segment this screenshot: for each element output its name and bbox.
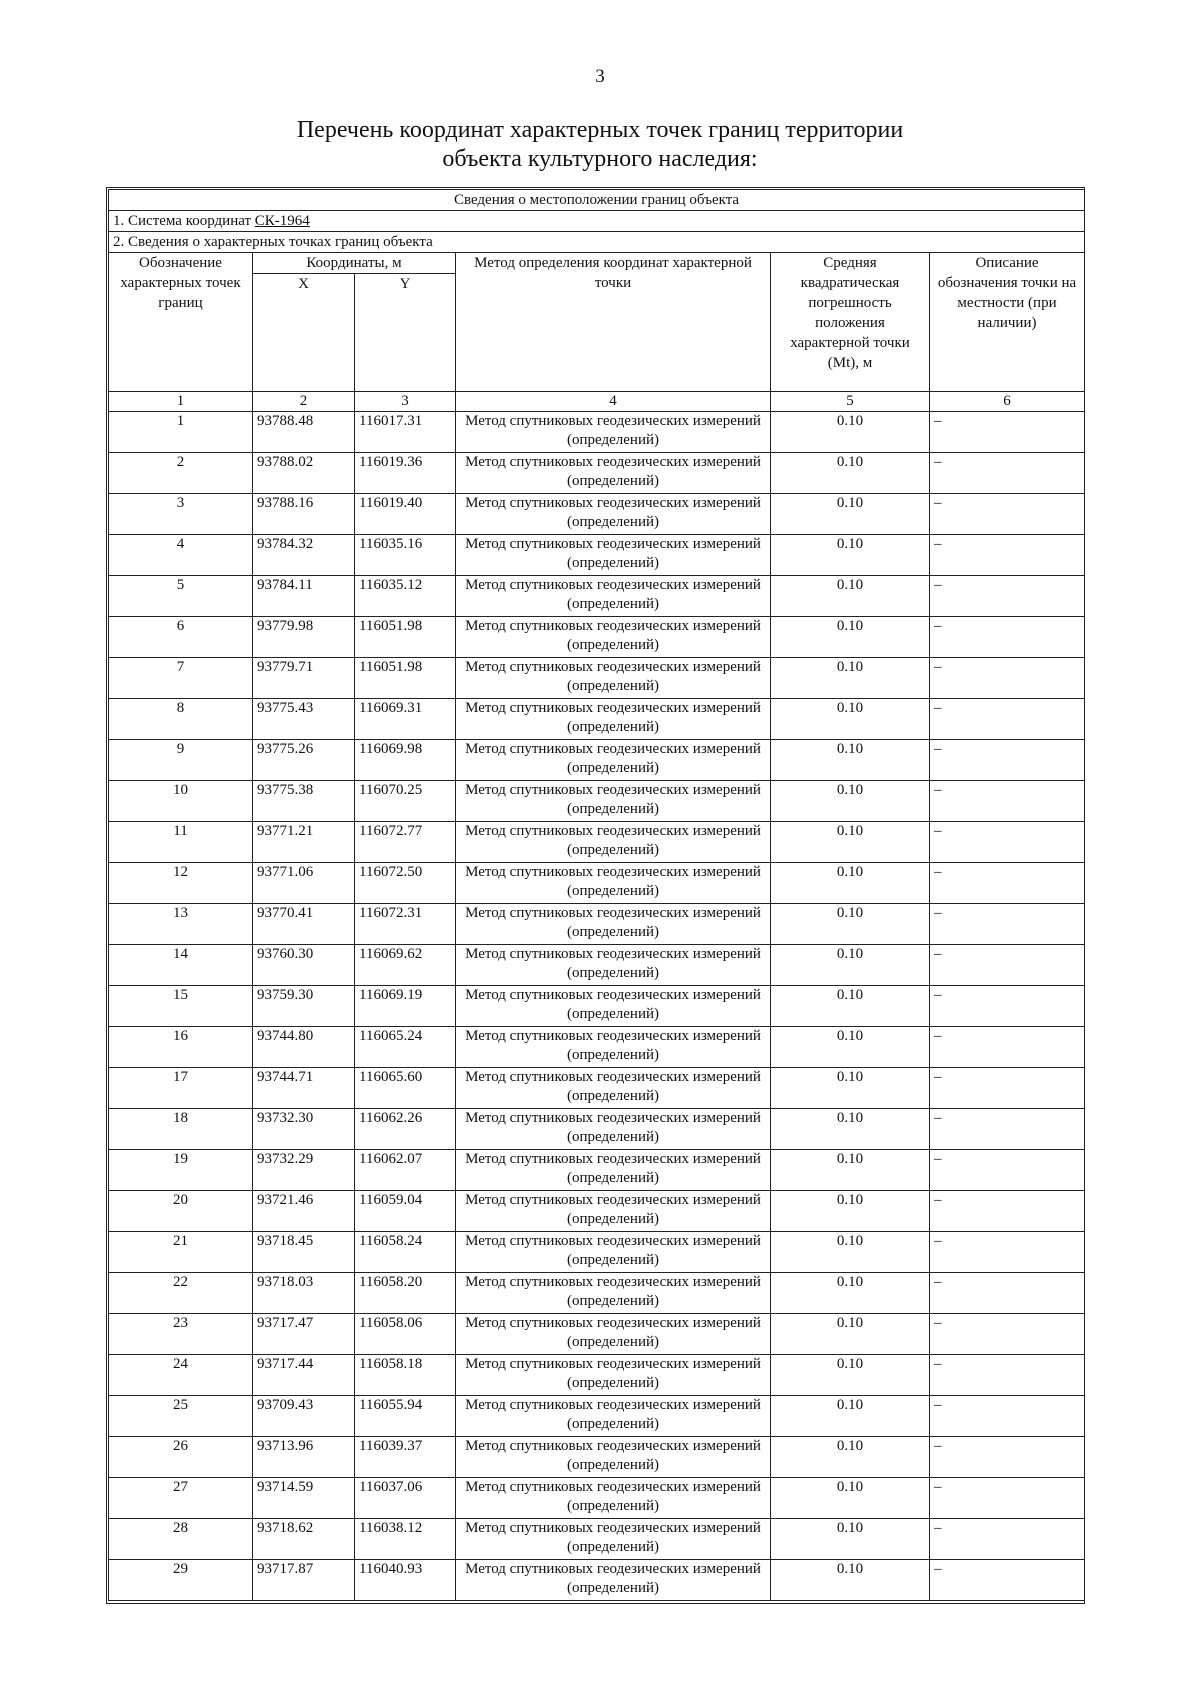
error-value: 0.10 [771,904,930,945]
table-row [109,822,1085,863]
description-value: – [930,576,1085,617]
description-value: – [930,658,1085,699]
coord-y: 116035.16 [355,535,456,576]
col-header-point: Обозначение характерных точек границ [109,253,253,392]
column-number: 1 [109,392,253,412]
table-row [109,617,1085,658]
coord-x: 93784.11 [253,576,355,617]
description-value: – [930,412,1085,453]
description-value: – [930,1150,1085,1191]
error-value: 0.10 [771,494,930,535]
table-row [109,1150,1085,1191]
point-number: 18 [109,1109,253,1150]
coord-y: 116069.62 [355,945,456,986]
coord-y: 116039.37 [355,1437,456,1478]
point-number: 15 [109,986,253,1027]
coord-x: 93788.16 [253,494,355,535]
error-value: 0.10 [771,1109,930,1150]
description-value: – [930,1519,1085,1560]
description-value: – [930,617,1085,658]
table-row [109,1191,1085,1232]
col-header-x: X [253,274,355,392]
title-line-2: объекта культурного наследия: [442,146,758,172]
point-number: 12 [109,863,253,904]
method-text: Метод спутниковых геодезических измерений (определений) [456,494,771,535]
coord-y: 116072.31 [355,904,456,945]
coord-x: 93732.30 [253,1109,355,1150]
coordinate-system-value: СК-1964 [254,213,310,229]
point-number: 7 [109,658,253,699]
coord-y: 116062.26 [355,1109,456,1150]
table-row [109,453,1085,494]
description-value: – [930,1068,1085,1109]
table-row [109,1519,1085,1560]
document-title [0,116,1200,174]
description-value: – [930,453,1085,494]
error-value: 0.10 [771,1396,930,1437]
point-number: 29 [109,1560,253,1601]
column-number: 3 [355,392,456,412]
method-text: Метод спутниковых геодезических измерений (определений) [456,1109,771,1150]
coord-y: 116072.77 [355,822,456,863]
method-text: Метод спутниковых геодезических измерений (определений) [456,1191,771,1232]
method-text: Метод спутниковых геодезических измерений (определений) [456,740,771,781]
coord-x: 93779.71 [253,658,355,699]
coord-x: 93784.32 [253,535,355,576]
method-text: Метод спутниковых геодезических измерений (определений) [456,617,771,658]
col-header-error: Средняя квадратическая погрешность положения характерной точки (Mt), м [771,253,930,392]
error-value: 0.10 [771,1068,930,1109]
col-header-coordinates: Координаты, м [253,253,456,274]
error-value: 0.10 [771,412,930,453]
coord-x: 93771.06 [253,863,355,904]
point-number: 23 [109,1314,253,1355]
error-value: 0.10 [771,863,930,904]
coord-x: 93717.87 [253,1560,355,1601]
method-text: Метод спутниковых геодезических измерений (определений) [456,1027,771,1068]
coord-y: 116058.24 [355,1232,456,1273]
description-value: – [930,986,1085,1027]
coord-y: 116065.60 [355,1068,456,1109]
coord-x: 93717.44 [253,1355,355,1396]
table-row [109,1355,1085,1396]
table-row [109,1068,1085,1109]
method-text: Метод спутниковых геодезических измерений (определений) [456,1232,771,1273]
column-number: 2 [253,392,355,412]
coord-x: 93709.43 [253,1396,355,1437]
method-text: Метод спутниковых геодезических измерений (определений) [456,781,771,822]
coordinates-table [108,189,1085,1601]
coord-y: 116051.98 [355,617,456,658]
error-value: 0.10 [771,822,930,863]
table-row [109,1109,1085,1150]
coord-x: 93759.30 [253,986,355,1027]
method-text: Метод спутниковых геодезических измерений (определений) [456,412,771,453]
coord-y: 116058.06 [355,1314,456,1355]
coord-x: 93744.80 [253,1027,355,1068]
method-text: Метод спутниковых геодезических измерений (определений) [456,1437,771,1478]
coord-x: 93721.46 [253,1191,355,1232]
coord-x: 93788.02 [253,453,355,494]
method-text: Метод спутниковых геодезических измерений (определений) [456,1560,771,1601]
table-row [109,412,1085,453]
coord-y: 116017.31 [355,412,456,453]
coord-x: 93760.30 [253,945,355,986]
coord-y: 116069.31 [355,699,456,740]
point-number: 4 [109,535,253,576]
column-numbers-row [109,392,1085,412]
coord-y: 116069.19 [355,986,456,1027]
point-number: 21 [109,1232,253,1273]
description-value: – [930,945,1085,986]
description-value: – [930,1273,1085,1314]
coord-y: 116035.12 [355,576,456,617]
method-text: Метод спутниковых геодезических измерений (определений) [456,1355,771,1396]
table-row [109,945,1085,986]
method-text: Метод спутниковых геодезических измерений (определений) [456,945,771,986]
method-text: Метод спутниковых геодезических измерений (определений) [456,453,771,494]
coord-x: 93770.41 [253,904,355,945]
coord-y: 116058.20 [355,1273,456,1314]
coord-y: 116019.36 [355,453,456,494]
point-number: 14 [109,945,253,986]
method-text: Метод спутниковых геодезических измерений (определений) [456,863,771,904]
point-number: 1 [109,412,253,453]
method-text: Метод спутниковых геодезических измерений (определений) [456,1314,771,1355]
coord-y: 116040.93 [355,1560,456,1601]
point-number: 3 [109,494,253,535]
table-row [109,494,1085,535]
coordinate-system-row [109,211,1085,232]
error-value: 0.10 [771,1478,930,1519]
description-value: – [930,1027,1085,1068]
coord-x: 93788.48 [253,412,355,453]
point-number: 24 [109,1355,253,1396]
coordinate-system-label: 1. Система координат [113,213,252,229]
error-value: 0.10 [771,1355,930,1396]
table-row [109,1027,1085,1068]
column-number: 6 [930,392,1085,412]
table-row [109,535,1085,576]
table-row [109,658,1085,699]
coord-y: 116058.18 [355,1355,456,1396]
table-row [109,904,1085,945]
coord-y: 116019.40 [355,494,456,535]
point-number: 5 [109,576,253,617]
point-number: 20 [109,1191,253,1232]
coord-y: 116055.94 [355,1396,456,1437]
description-value: – [930,1560,1085,1601]
table-row [109,1396,1085,1437]
point-number: 16 [109,1027,253,1068]
col-header-method: Метод определения координат характерной точки [456,253,771,392]
error-value: 0.10 [771,945,930,986]
point-number: 6 [109,617,253,658]
coord-y: 116070.25 [355,781,456,822]
point-number: 9 [109,740,253,781]
point-number: 13 [109,904,253,945]
coord-x: 93775.26 [253,740,355,781]
error-value: 0.10 [771,617,930,658]
method-text: Метод спутниковых геодезических измерений (определений) [456,1150,771,1191]
method-text: Метод спутниковых геодезических измерений (определений) [456,1396,771,1437]
table-row [109,986,1085,1027]
error-value: 0.10 [771,1273,930,1314]
description-value: – [930,1314,1085,1355]
error-value: 0.10 [771,1232,930,1273]
coord-y: 116072.50 [355,863,456,904]
point-number: 2 [109,453,253,494]
method-text: Метод спутниковых геодезических измерений (определений) [456,658,771,699]
error-value: 0.10 [771,986,930,1027]
table-row [109,1437,1085,1478]
description-value: – [930,1355,1085,1396]
point-number: 19 [109,1150,253,1191]
col-header-description: Описание обозначения точки на местности (при наличии) [930,253,1085,392]
error-value: 0.10 [771,699,930,740]
description-value: – [930,535,1085,576]
description-value: – [930,740,1085,781]
error-value: 0.10 [771,576,930,617]
error-value: 0.10 [771,1191,930,1232]
coord-y: 116069.98 [355,740,456,781]
description-value: – [930,781,1085,822]
description-value: – [930,1396,1085,1437]
coord-x: 93771.21 [253,822,355,863]
col-header-y: Y [355,274,456,392]
error-value: 0.10 [771,781,930,822]
table-row [109,781,1085,822]
coord-x: 93714.59 [253,1478,355,1519]
error-value: 0.10 [771,1560,930,1601]
page-number: 3 [595,66,605,87]
point-number: 28 [109,1519,253,1560]
error-value: 0.10 [771,1519,930,1560]
section-2-label: 2. Сведения о характерных точках границ объекта [109,232,1085,253]
coord-x: 93713.96 [253,1437,355,1478]
description-value: – [930,1191,1085,1232]
point-number: 8 [109,699,253,740]
description-value: – [930,863,1085,904]
method-text: Метод спутниковых геодезических измерений (определений) [456,986,771,1027]
coord-x: 93718.45 [253,1232,355,1273]
coord-x: 93779.98 [253,617,355,658]
description-value: – [930,1437,1085,1478]
error-value: 0.10 [771,1314,930,1355]
description-value: – [930,904,1085,945]
error-value: 0.10 [771,658,930,699]
error-value: 0.10 [771,453,930,494]
coord-x: 93717.47 [253,1314,355,1355]
point-number: 11 [109,822,253,863]
coord-x: 93732.29 [253,1150,355,1191]
point-number: 26 [109,1437,253,1478]
method-text: Метод спутниковых геодезических измерений (определений) [456,1273,771,1314]
point-number: 27 [109,1478,253,1519]
table-row [109,1273,1085,1314]
table-row [109,1232,1085,1273]
table-row [109,699,1085,740]
error-value: 0.10 [771,1150,930,1191]
method-text: Метод спутниковых геодезических измерений (определений) [456,535,771,576]
description-value: – [930,1109,1085,1150]
coord-x: 93744.71 [253,1068,355,1109]
method-text: Метод спутниковых геодезических измерений (определений) [456,904,771,945]
description-value: – [930,1232,1085,1273]
method-text: Метод спутниковых геодезических измерений (определений) [456,1068,771,1109]
point-number: 10 [109,781,253,822]
coord-x: 93718.62 [253,1519,355,1560]
title-line-1: Перечень координат характерных точек границ территории [296,117,904,143]
description-value: – [930,822,1085,863]
table-row [109,1314,1085,1355]
method-text: Метод спутниковых геодезических измерений (определений) [456,1478,771,1519]
table-row [109,1478,1085,1519]
table-row [109,740,1085,781]
point-number: 25 [109,1396,253,1437]
table-header-title: Сведения о местоположении границ объекта [109,190,1085,211]
coord-y: 116062.07 [355,1150,456,1191]
coord-x: 93775.38 [253,781,355,822]
method-text: Метод спутниковых геодезических измерений (определений) [456,822,771,863]
coord-x: 93775.43 [253,699,355,740]
coord-x: 93718.03 [253,1273,355,1314]
error-value: 0.10 [771,1027,930,1068]
method-text: Метод спутниковых геодезических измерений (определений) [456,699,771,740]
error-value: 0.10 [771,1437,930,1478]
column-number: 4 [456,392,771,412]
coord-y: 116038.12 [355,1519,456,1560]
description-value: – [930,494,1085,535]
method-text: Метод спутниковых геодезических измерений (определений) [456,576,771,617]
table-row [109,576,1085,617]
description-value: – [930,699,1085,740]
point-number: 22 [109,1273,253,1314]
column-number: 5 [771,392,930,412]
error-value: 0.10 [771,535,930,576]
coord-y: 116065.24 [355,1027,456,1068]
coord-y: 116051.98 [355,658,456,699]
description-value: – [930,1478,1085,1519]
method-text: Метод спутниковых геодезических измерений (определений) [456,1519,771,1560]
table-row [109,863,1085,904]
coord-y: 116037.06 [355,1478,456,1519]
point-number: 17 [109,1068,253,1109]
coord-y: 116059.04 [355,1191,456,1232]
table-row [109,1560,1085,1601]
error-value: 0.10 [771,740,930,781]
